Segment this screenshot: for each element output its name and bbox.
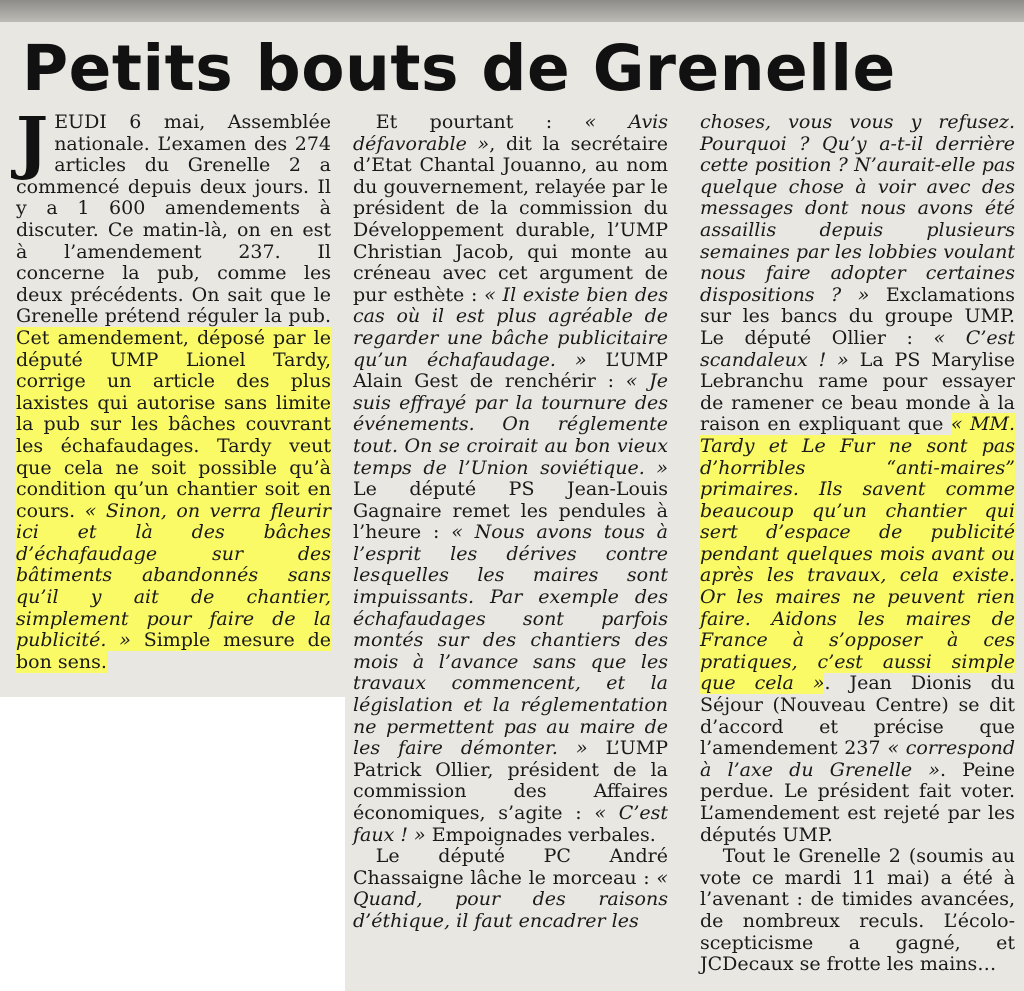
column-paragraph [700,846,1015,976]
text-run: « C’est scandaleux ! » [700,326,1015,371]
article-title: Petits bouts de Grenelle [22,32,896,105]
text-run: L’UMP Alain Gest de renchérir : [353,348,668,393]
text-run: choses, vous vous y refusez. Pourquoi ? Qu’y a-t-il derrière cette position ? N’aurait-elle pas quelque chose à voir avec des messages dont nous avons été assaillis depuis plusieurs semaines par les lobbies voulant nous faire adopter certaines dispositions ? » [700,111,1015,306]
text-run: Empoignades verbales. [425,823,656,846]
text-run: Et pourtant : [375,111,585,133]
article-column-2 [353,112,668,933]
text-run: EUDI 6 mai, Assemblée nationale. L’examen des 274 articles du Grenelle 2 a commencé depuis deux jours. Il y a 1 600 amendements à discuter. Ce matin-là, on en est à l’amendement 237. Il concerne la pub, comme les deux précédents. On sait que le Grenelle prétend réguler la pub. [16,111,331,328]
text-run: « MM. Tardy et Le Fur ne sont pas d’horribles “anti-maires” primaires. Ils savent comme beaucoup qu’un chantier qui sert d’espace de publicité pendant quelques mois avant ou après les travaux, cela existe. Or les maires ne peuvent rien faire. Aidons les maires de France à s’opposer à ces pratiques, c’est aussi simple que cela » [700,413,1015,695]
text-run: « Avis défavorable » [353,111,669,155]
text-run: Tout le Grenelle 2 (soumis au vote ce mardi 11 mai) a été à l’avenant : de timides avancées, de nombreux reculs. L’écolo-scepticisme a gagné, et JCDecaux se frotte les mains… [700,845,1015,976]
text-run: Le député PS Jean-Louis Gagnaire remet les pendules à l’heure : [353,478,668,544]
column-paragraph [353,846,668,932]
text-run: « Sinon, on verra fleurir ici et là des bâches d’échafaudage sur des bâtiments abandonnés sans qu’il y ait de chantier, simplement pour faire de la publicité. » [16,499,332,652]
text-run: . Jean Dionis du Séjour (Nouveau Centre) se dit d’accord et précise que l’amendement 237 [700,672,1016,760]
text-run: Simple mesure de bon sens. [16,629,331,673]
text-run: Cet amendement, déposé par le député UMP Lionel Tardy, corrige un article des plus laxistes qui autorise sans limite la pub sur les bâches couvrant les échafaudages. Tardy veut que cela ne soit possible qu’à condition qu’un chantier soit en cours. [16,326,331,522]
text-run: « C’est faux ! » [353,802,668,846]
text-run: Le député PC André Chassaigne lâche le morceau : [353,845,668,889]
text-run: « Je suis effrayé par la tournure des événements. On réglemente tout. On se croirait au bon vieux temps de l’Union soviétique. » [353,370,668,479]
text-run: . Peine perdue. Le président fait voter. L’amendement est rejeté par les députés UMP. [700,758,1016,846]
text-run: , dit la secrétaire d’Etat Chantal Jouanno, au nom du gouvernement, relayée par le président de la commission du Développement durable, l’UMP Christian Jacob, qui monte au créneau avec cet argument de pur esthète : [353,132,669,306]
column-text [16,103,332,673]
text-run: Exclamations sur les bancs du groupe UMP. Le député Ollier : [700,283,1015,349]
text-run: « Il existe bien des cas où il est plus agréable de regarder une bâche publicitaire qu’un échafaudage. » [353,283,668,371]
column-text [700,112,1015,846]
text-run: « Nous avons tous à l’esprit les dérives contre lesquelles les maires sont impuissants. Par exemple des échafaudages sont parfois montés sur des chantiers des mois à l’avance sans que les travaux commencent, et la législation et la réglementation ne permettent pas au maire de les faire démonter. » [353,521,668,760]
blank-area [0,697,345,991]
text-run: « correspond à l’axe du Grenelle » [700,737,1016,781]
cropped-header-strip [0,0,1024,22]
text-run: L’UMP Patrick Ollier, président de la commission des Affaires économiques, s’agite : [353,737,668,824]
text-run: La PS Marylise Lebranchu rame pour essayer de ramener ce beau monde à la raison en expliquant que [700,348,1015,436]
text-run: « Quand, pour des raisons d’éthique, il faut encadrer les [353,866,668,932]
drop-cap: J [16,103,49,183]
article-column-1 [16,103,332,673]
column-text [353,112,668,846]
article-column-3 [700,112,1015,976]
